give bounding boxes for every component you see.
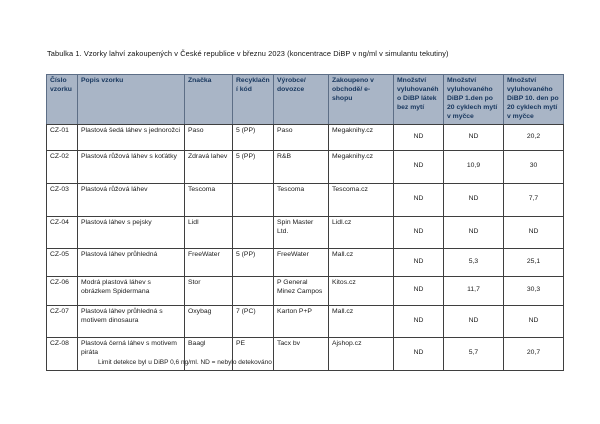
table-cell: Plastová láhev s pejsky <box>78 216 185 248</box>
table-cell <box>233 183 274 216</box>
table-cell: P General Minez Campos <box>274 276 329 305</box>
column-header-recyklacni-kod: Recyklační kód <box>233 75 274 125</box>
table-cell: Oxybag <box>185 305 233 337</box>
table-cell: Tacx bv <box>274 337 329 370</box>
table-cell: 5 (PP) <box>233 150 274 183</box>
column-header-vyrobce: Výrobce/ dovozce <box>274 75 329 125</box>
table-footnote: Limit detekce byl u DiBP 0,6 ng/ml. ND = nebylo detekováno <box>98 359 272 366</box>
table-cell: CZ-07 <box>47 305 78 337</box>
table-cell: 5,7 <box>444 337 504 370</box>
table-cell: ND <box>444 305 504 337</box>
table-cell: Ajshop.cz <box>329 337 394 370</box>
table-cell: Modrá plastová láhev s obrázkem Spidermana <box>78 276 185 305</box>
table-cell: CZ-08 <box>47 337 78 370</box>
table-row <box>47 276 564 305</box>
table-cell: Paso <box>185 124 233 150</box>
table-cell: Tescoma <box>274 183 329 216</box>
table-cell: ND <box>394 276 444 305</box>
table-row <box>47 216 564 248</box>
table-cell: ND <box>504 305 564 337</box>
table-cell: 7 (PC) <box>233 305 274 337</box>
table-cell: Zdravá lahev <box>185 150 233 183</box>
table-cell: Megaknihy.cz <box>329 150 394 183</box>
table-cell: Lidl.cz <box>329 216 394 248</box>
column-header-popis-vzorku: Popis vzorku <box>78 75 185 125</box>
table-row <box>47 124 564 150</box>
table-cell: 10,9 <box>444 150 504 183</box>
table-cell: Plastová láhev průhledná s motivem dinosaura <box>78 305 185 337</box>
table-cell: CZ-03 <box>47 183 78 216</box>
table-cell: 5 (PP) <box>233 248 274 276</box>
table-cell: 30 <box>504 150 564 183</box>
samples-table <box>46 74 564 371</box>
table-cell: Baagl <box>185 337 233 370</box>
table-cell: 30,3 <box>504 276 564 305</box>
table-cell: R&B <box>274 150 329 183</box>
table-cell: ND <box>444 183 504 216</box>
table-cell: CZ-01 <box>47 124 78 150</box>
table-cell: 20,7 <box>504 337 564 370</box>
column-header-mnozstvi-10den: Množství vyluhovaného DiBP 10. den po 20 cyklech mytí v myčce <box>504 75 564 125</box>
table-cell: 5,3 <box>444 248 504 276</box>
table-cell: CZ-05 <box>47 248 78 276</box>
table-cell: ND <box>394 337 444 370</box>
table-cell: ND <box>444 216 504 248</box>
table-cell: 5 (PP) <box>233 124 274 150</box>
table-cell: Plastová šedá láhev s jednorožci <box>78 124 185 150</box>
table-title: Tabulka 1. Vzorky lahví zakoupených v České republice v březnu 2023 (koncentrace DiBP v ng/ml v simulantu tekutiny) <box>47 49 449 58</box>
column-header-mnozstvi-1den: Množství vyluhovaného DiBP 1.den po 20 cyklech mytí v myčce <box>444 75 504 125</box>
table-cell: FreeWater <box>185 248 233 276</box>
table-cell: Megaknihy.cz <box>329 124 394 150</box>
table-cell <box>233 216 274 248</box>
table-cell: Plastová černá láhev s motivem piráta <box>78 337 185 370</box>
table-cell: CZ-04 <box>47 216 78 248</box>
table-cell: Kitos.cz <box>329 276 394 305</box>
table-cell: Mall.cz <box>329 305 394 337</box>
table-cell: PE <box>233 337 274 370</box>
table-cell: ND <box>394 124 444 150</box>
table-cell: 7,7 <box>504 183 564 216</box>
table-cell: 25,1 <box>504 248 564 276</box>
table-cell: 11,7 <box>444 276 504 305</box>
column-header-zakoupeno: Zakoupeno v obchodě/ e-shopu <box>329 75 394 125</box>
table-cell: Plastová růžová láhev s koťátky <box>78 150 185 183</box>
table-cell: 20,2 <box>504 124 564 150</box>
table-header-row <box>47 75 564 125</box>
table-row <box>47 248 564 276</box>
table-cell: Plastová růžová láhev <box>78 183 185 216</box>
table-cell: Paso <box>274 124 329 150</box>
table-cell: ND <box>444 124 504 150</box>
table-cell: Plastová láhev průhledná <box>78 248 185 276</box>
column-header-cislo-vzorku: Číslo vzorku <box>47 75 78 125</box>
table-cell: CZ-02 <box>47 150 78 183</box>
table-cell: Lidl <box>185 216 233 248</box>
table-cell: ND <box>394 216 444 248</box>
table-cell: CZ-06 <box>47 276 78 305</box>
table-cell: Karton P+P <box>274 305 329 337</box>
table-row <box>47 183 564 216</box>
table-cell: Tescoma.cz <box>329 183 394 216</box>
column-header-mnozstvi-bez-myti: Množství vyluhovaného DiBP látek bez mytí <box>394 75 444 125</box>
table-row <box>47 150 564 183</box>
table-cell: ND <box>394 305 444 337</box>
table-cell: Spin Master Ltd. <box>274 216 329 248</box>
table-cell <box>233 276 274 305</box>
table-cell: Stor <box>185 276 233 305</box>
table-cell: ND <box>394 183 444 216</box>
table-cell: Mall.cz <box>329 248 394 276</box>
table-cell: FreeWater <box>274 248 329 276</box>
table-cell: Tescoma <box>185 183 233 216</box>
table-cell: ND <box>394 150 444 183</box>
table-cell: ND <box>394 248 444 276</box>
column-header-znacka: Značka <box>185 75 233 125</box>
table-cell: ND <box>504 216 564 248</box>
table-row <box>47 305 564 337</box>
